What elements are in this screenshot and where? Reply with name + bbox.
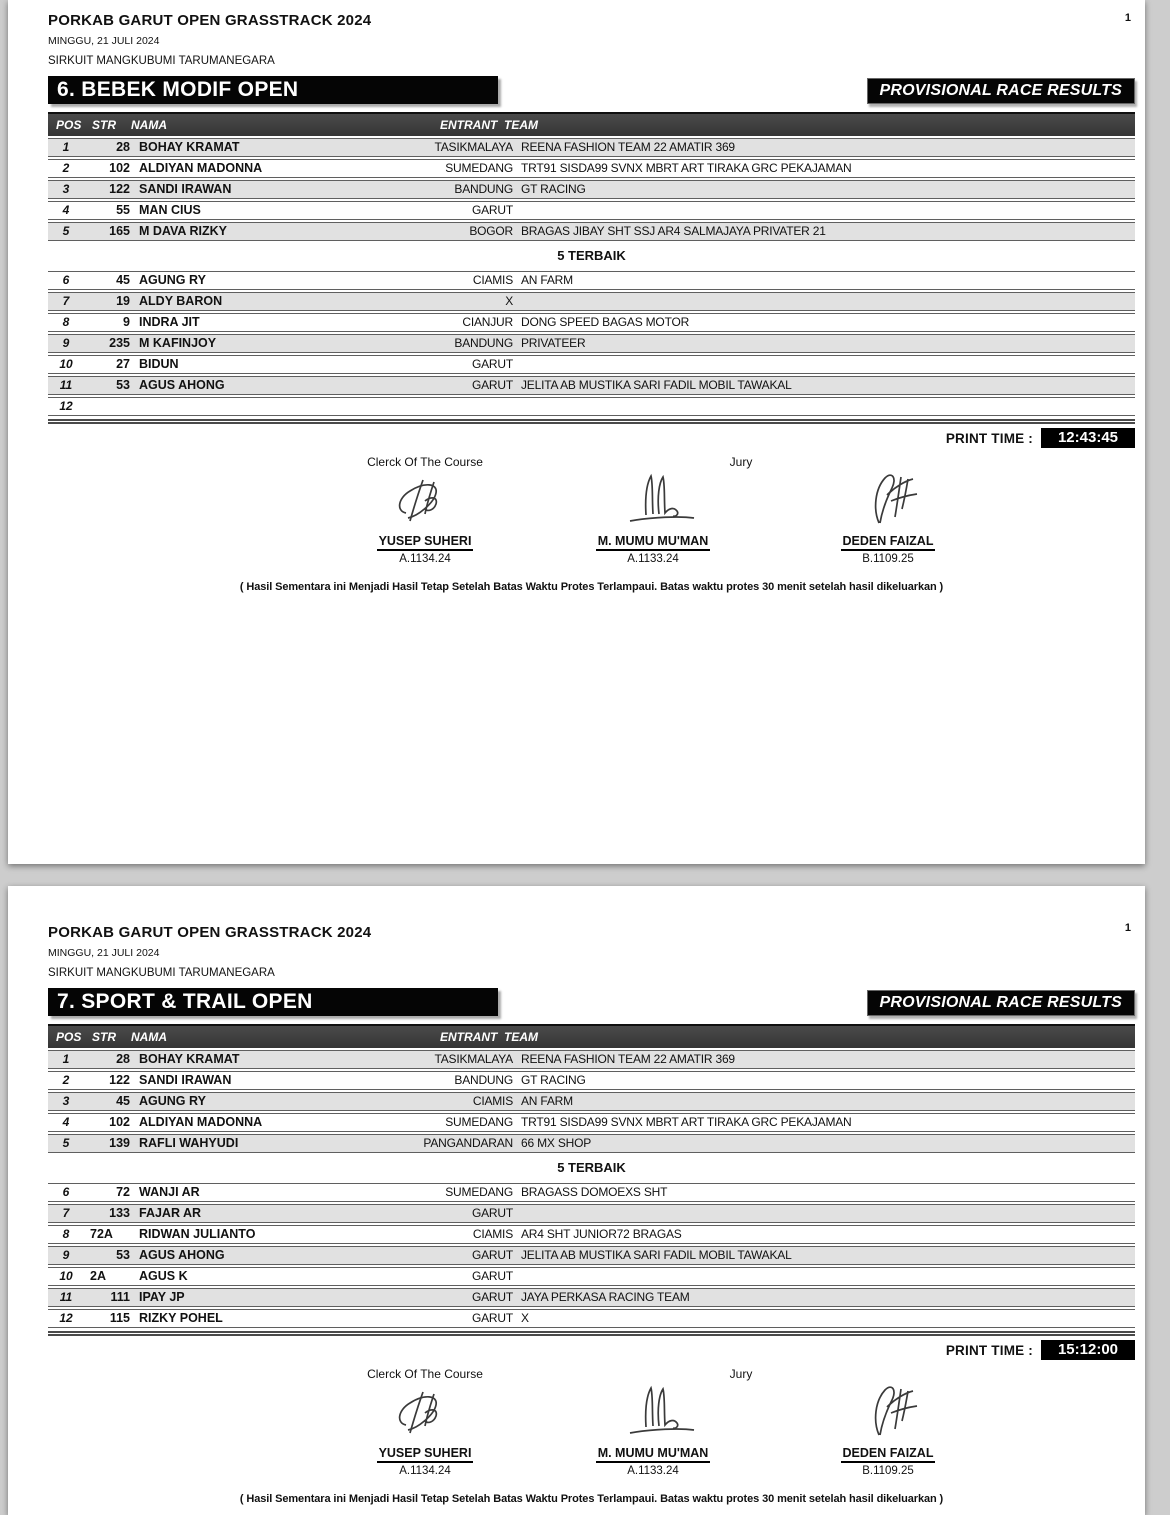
table-row (48, 1113, 1135, 1132)
row-team: AR4 SHT JUNIOR72 BRAGAS (521, 1227, 682, 1241)
row-start-number: 28 (116, 1052, 130, 1066)
row-team: X (521, 1311, 529, 1325)
row-team: GT RACING (521, 1073, 586, 1087)
row-team: AN FARM (521, 1094, 573, 1108)
table-header (48, 1024, 1135, 1048)
row-start-number: 115 (109, 1311, 130, 1325)
jury1-signature-icon (598, 471, 708, 527)
row-rider-name: M DAVA RIZKY (139, 224, 227, 238)
row-team: GT RACING (521, 182, 586, 196)
row-entrant: GARUT (471, 378, 513, 392)
row-start-number: 53 (116, 1248, 130, 1262)
row-rider-name: WANJI AR (139, 1185, 200, 1199)
table-row (48, 159, 1135, 178)
row-entrant: CIAMIS (472, 1227, 513, 1241)
table-row (48, 1246, 1135, 1265)
row-position: 1 (62, 1052, 70, 1066)
category-title: 7. SPORT & TRAIL OPEN (48, 988, 498, 1016)
table-row (48, 397, 1135, 416)
row-start-number: 9 (123, 315, 130, 329)
clerk-of-course-label: Clerck Of The Course (367, 1367, 483, 1381)
row-position: 2 (62, 1073, 70, 1087)
table-row (48, 1309, 1135, 1328)
row-entrant: PANGANDARAN (423, 1136, 513, 1150)
clerk-name: YUSEP SUHERI (377, 534, 474, 551)
table-row (48, 313, 1135, 332)
jury-label: Jury (729, 455, 753, 469)
row-start-number: 45 (116, 273, 130, 287)
row-entrant: GARUT (471, 1269, 513, 1283)
row-rider-name: AGUS AHONG (139, 1248, 225, 1262)
jury2-license-id: B.1109.25 (862, 553, 914, 565)
row-rider-name: ALDY BARON (139, 294, 223, 308)
row-start-number: 165 (109, 224, 130, 238)
row-team (513, 1205, 1135, 1222)
table-bottom-rule (48, 1331, 1135, 1336)
row-entrant: CIANJUR (462, 315, 513, 329)
event-date: MINGGU, 21 JULI 2024 (48, 947, 160, 959)
protest-note: ( Hasil Sementara ini Menjadi Hasil Tetap Setelah Batas Waktu Protes Terlampaui. Batas waktu protes 30 menit setelah hasil dikeluarkan ) (239, 581, 944, 593)
col-header-pos: POS (56, 1030, 82, 1044)
row-rider-name: RIZKY POHEL (139, 1311, 223, 1325)
row-position: 11 (59, 1290, 73, 1304)
row-start-number (84, 398, 130, 415)
row-rider-name: M KAFINJOY (139, 336, 217, 350)
row-rider-name: BOHAY KRAMAT (139, 1052, 240, 1066)
row-team (513, 202, 1135, 219)
row-entrant: TASIKMALAYA (434, 1052, 513, 1066)
row-position: 12 (59, 1311, 73, 1325)
row-position: 9 (62, 1248, 70, 1262)
table-row (48, 1071, 1135, 1090)
row-position: 5 (62, 224, 70, 238)
row-start-number: 55 (116, 203, 130, 217)
row-position: 7 (62, 294, 70, 308)
signature-clerk (315, 1383, 535, 1477)
row-position: 12 (59, 399, 73, 413)
row-position: 5 (62, 1136, 70, 1150)
print-time-value: 15:12:00 (1041, 1340, 1135, 1360)
event-title: PORKAB GARUT OPEN GRASSTRACK 2024 (48, 12, 372, 29)
results-page-2 (8, 886, 1145, 1515)
table-row (48, 1288, 1135, 1307)
results-page-1 (8, 0, 1145, 864)
row-position: 8 (62, 1227, 70, 1241)
results-top5 (48, 1050, 1135, 1153)
clerk-signature-icon (370, 471, 480, 527)
row-rider-name: AGUS K (139, 1269, 188, 1283)
row-start-number: 235 (109, 336, 130, 350)
table-row (48, 1134, 1135, 1153)
row-team: BRAGASS DOMOEXS SHT (521, 1185, 668, 1199)
print-time-label: PRINT TIME : (945, 430, 1033, 446)
signature-jury-1 (543, 1383, 763, 1477)
row-start-number: 28 (116, 140, 130, 154)
clerk-signature-icon (370, 1383, 480, 1439)
col-header-str: STR (92, 118, 116, 132)
row-start-number: 133 (109, 1206, 130, 1220)
table-row (48, 1050, 1135, 1069)
row-position: 1 (62, 140, 70, 154)
signature-block (48, 1365, 1135, 1483)
row-position: 6 (62, 1185, 70, 1199)
row-rider-name: RAFLI WAHYUDI (139, 1136, 239, 1150)
category-header-row (48, 988, 1135, 1016)
row-position: 8 (62, 315, 70, 329)
row-team: JELITA AB MUSTIKA SARI FADIL MOBIL TAWAKAL (521, 1248, 792, 1262)
row-team: AN FARM (521, 273, 573, 287)
row-entrant: CIAMIS (472, 1094, 513, 1108)
clerk-license-id: A.1134.24 (399, 553, 451, 565)
row-entrant: SUMEDANG (445, 161, 513, 175)
clerk-license-id: A.1134.24 (399, 1465, 451, 1477)
table-row (48, 334, 1135, 353)
row-team: REENA FASHION TEAM 22 AMATIR 369 (521, 1052, 735, 1066)
row-entrant: X (505, 294, 513, 308)
row-team (513, 293, 1135, 310)
jury1-license-id: A.1133.24 (627, 1465, 679, 1477)
row-position: 7 (62, 1206, 70, 1220)
row-rider-name: INDRA JIT (139, 315, 200, 329)
row-team: DONG SPEED BAGAS MOTOR (521, 315, 690, 329)
table-row (48, 1092, 1135, 1111)
row-rider-name: BIDUN (139, 357, 179, 371)
row-rider-name: AGUS AHONG (139, 378, 225, 392)
category-title: 6. BEBEK MODIF OPEN (48, 76, 498, 104)
row-rider-name: SANDI IRAWAN (139, 1073, 232, 1087)
jury1-license-id: A.1133.24 (627, 553, 679, 565)
row-entrant: GARUT (471, 357, 513, 371)
row-entrant: BANDUNG (454, 336, 513, 350)
row-position: 4 (62, 1115, 70, 1129)
row-entrant: SUMEDANG (445, 1185, 513, 1199)
row-team: JELITA AB MUSTIKA SARI FADIL MOBIL TAWAKAL (521, 378, 792, 392)
row-start-number: 72 (116, 1185, 130, 1199)
print-time-row (48, 1339, 1135, 1361)
row-team: 66 MX SHOP (521, 1136, 592, 1150)
row-team: TRT91 SISDA99 SVNX MBRT ART TIRAKA GRC PEKAJAMAN (521, 1115, 852, 1129)
page-number: 1 (1124, 922, 1131, 934)
row-start-number: 27 (116, 357, 130, 371)
protest-note: ( Hasil Sementara ini Menjadi Hasil Tetap Setelah Batas Waktu Protes Terlampaui. Batas waktu protes 30 menit setelah hasil dikeluarkan ) (239, 1493, 944, 1505)
row-entrant: TASIKMALAYA (434, 140, 513, 154)
row-rider-name: SANDI IRAWAN (139, 182, 232, 196)
jury1-signature-icon (598, 1383, 708, 1439)
row-team: REENA FASHION TEAM 22 AMATIR 369 (521, 140, 735, 154)
col-header-entrant-team: ENTRANT TEAM (440, 118, 538, 132)
row-position: 3 (62, 182, 70, 196)
row-start-number: 72A (90, 1227, 113, 1241)
row-entrant: BANDUNG (454, 1073, 513, 1087)
row-entrant: GARUT (471, 203, 513, 217)
jury2-signature-icon (833, 471, 943, 527)
row-rider-name: ALDIYAN MADONNA (139, 161, 263, 175)
row-entrant: GARUT (471, 1248, 513, 1262)
row-team (513, 1268, 1135, 1285)
provisional-results-badge: PROVISIONAL RACE RESULTS (867, 990, 1135, 1016)
table-row (48, 271, 1135, 290)
row-start-number: 19 (116, 294, 130, 308)
row-start-number: 122 (109, 1073, 130, 1087)
top5-divider-label: 5 TERBAIK (557, 1159, 626, 1175)
row-rider-name: FAJAR AR (139, 1206, 202, 1220)
row-rider-name (130, 398, 389, 415)
table-header (48, 112, 1135, 136)
signature-block (48, 453, 1135, 571)
row-start-number: 2A (90, 1269, 106, 1283)
results-rest (48, 271, 1135, 416)
provisional-results-badge: PROVISIONAL RACE RESULTS (867, 78, 1135, 104)
row-rider-name: IPAY JP (139, 1290, 185, 1304)
jury1-name: M. MUMU MU'MAN (596, 534, 711, 551)
event-venue: SIRKUIT MANGKUBUMI TARUMANEGARA (48, 55, 275, 67)
table-row (48, 138, 1135, 157)
event-venue: SIRKUIT MANGKUBUMI TARUMANEGARA (48, 967, 275, 979)
row-position: 2 (62, 161, 70, 175)
row-position: 9 (62, 336, 70, 350)
signature-jury-2 (778, 471, 998, 565)
table-bottom-rule (48, 419, 1135, 424)
row-team: TRT91 SISDA99 SVNX MBRT ART TIRAKA GRC PEKAJAMAN (521, 161, 852, 175)
signature-clerk (315, 471, 535, 565)
col-header-nama: NAMA (131, 1030, 167, 1044)
row-start-number: 102 (109, 161, 130, 175)
clerk-of-course-label: Clerck Of The Course (367, 455, 483, 469)
row-entrant: GARUT (471, 1206, 513, 1220)
col-header-nama: NAMA (131, 118, 167, 132)
table-row (48, 1204, 1135, 1223)
clerk-name: YUSEP SUHERI (377, 1446, 474, 1463)
row-entrant: CIAMIS (472, 273, 513, 287)
row-entrant: BANDUNG (454, 182, 513, 196)
row-start-number: 45 (116, 1094, 130, 1108)
row-entrant: GARUT (471, 1290, 513, 1304)
print-time-value: 12:43:45 (1041, 428, 1135, 448)
row-position: 6 (62, 273, 70, 287)
row-team (513, 398, 1135, 415)
jury2-license-id: B.1109.25 (862, 1465, 914, 1477)
row-entrant (389, 398, 513, 415)
signature-jury-2 (778, 1383, 998, 1477)
row-rider-name: RIDWAN JULIANTO (139, 1227, 256, 1241)
event-date: MINGGU, 21 JULI 2024 (48, 35, 160, 47)
table-row (48, 292, 1135, 311)
row-rider-name: AGUNG RY (139, 1094, 206, 1108)
row-position: 4 (62, 203, 70, 217)
table-row (48, 355, 1135, 374)
col-header-str: STR (92, 1030, 116, 1044)
col-header-entrant-team: ENTRANT TEAM (440, 1030, 538, 1044)
event-title: PORKAB GARUT OPEN GRASSTRACK 2024 (48, 924, 372, 941)
results-rest (48, 1183, 1135, 1328)
row-entrant: GARUT (471, 1311, 513, 1325)
top5-divider-label: 5 TERBAIK (557, 247, 626, 263)
col-header-pos: POS (56, 118, 82, 132)
row-team (513, 356, 1135, 373)
row-entrant: SUMEDANG (445, 1115, 513, 1129)
row-start-number: 111 (110, 1290, 130, 1304)
table-row (48, 180, 1135, 199)
table-row (48, 222, 1135, 241)
signature-jury-1 (543, 471, 763, 565)
results-top5 (48, 138, 1135, 241)
category-header-row (48, 76, 1135, 104)
row-team: JAYA PERKASA RACING TEAM (521, 1290, 690, 1304)
row-start-number: 102 (109, 1115, 130, 1129)
row-team: PRIVATEER (521, 336, 586, 350)
print-time-row (48, 427, 1135, 449)
table-row (48, 1267, 1135, 1286)
table-row (48, 376, 1135, 395)
jury-label: Jury (729, 1367, 753, 1381)
row-rider-name: BOHAY KRAMAT (139, 140, 240, 154)
table-row (48, 1183, 1135, 1202)
table-row (48, 1225, 1135, 1244)
jury1-name: M. MUMU MU'MAN (596, 1446, 711, 1463)
row-rider-name: MAN CIUS (139, 203, 201, 217)
row-position: 11 (59, 378, 73, 392)
row-position: 3 (62, 1094, 70, 1108)
row-rider-name: ALDIYAN MADONNA (139, 1115, 263, 1129)
jury2-signature-icon (833, 1383, 943, 1439)
row-start-number: 53 (116, 378, 130, 392)
table-row (48, 201, 1135, 220)
row-entrant: BOGOR (469, 224, 513, 238)
print-time-label: PRINT TIME : (945, 1342, 1033, 1358)
row-position: 10 (59, 357, 73, 371)
row-start-number: 139 (109, 1136, 130, 1150)
page-gap (0, 864, 1170, 886)
jury2-name: DEDEN FAIZAL (841, 1446, 936, 1463)
jury2-name: DEDEN FAIZAL (841, 534, 936, 551)
row-rider-name: AGUNG RY (139, 273, 206, 287)
row-position: 10 (59, 1269, 73, 1283)
page-number: 1 (1124, 12, 1131, 24)
row-start-number: 122 (109, 182, 130, 196)
row-team: BRAGAS JIBAY SHT SSJ AR4 SALMAJAYA PRIVATER 21 (521, 224, 826, 238)
